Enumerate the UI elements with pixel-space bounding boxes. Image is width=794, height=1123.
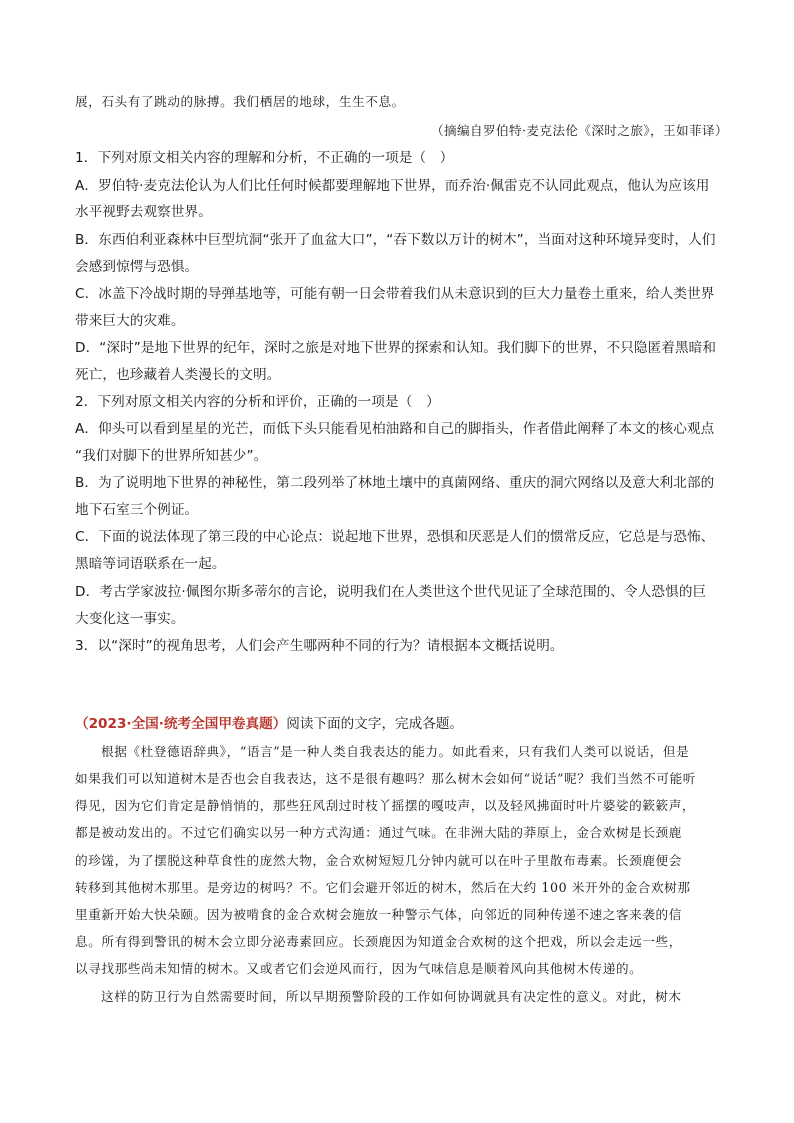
passage-line: 转移到其他树木那里。是旁边的树吗？不。它们会避开邻近的树木，然后在大约 100 米开外的金合欢树那 bbox=[75, 880, 691, 895]
q2-option-d-line1: D．考古学家波拉·佩图尔斯多蒂尔的言论，说明我们在人类世这个世代见证了全球范围的、令人恐惧的巨 bbox=[75, 584, 707, 600]
section-heading bbox=[75, 714, 463, 734]
passage-line: 的珍馐，为了摆脱这种草食性的庞然大物，金合欢树短短几分钟内就可以在叶子里散布毒素。长颈鹿便会 bbox=[75, 853, 682, 868]
passage-line: 以寻找那些尚未知情的树木。又或者它们会逆风而行，因为气味信息是顺着风向其他树木传递的。 bbox=[75, 961, 643, 976]
passage-tail-line: 展，石头有了跳动的脉搏。我们栖居的地球，生生不息。 bbox=[75, 94, 405, 109]
passage-line: 都是被动发出的。不过它们确实以另一种方式沟通：通过气味。在非洲大陆的莽原上，金合欢树是长颈鹿 bbox=[75, 825, 682, 840]
q2-option-a-line2: “我们对脚下的世界所知甚少”。 bbox=[75, 448, 268, 464]
q2-option-c-line2: 黑暗等词语联系在一起。 bbox=[75, 556, 226, 572]
q1-option-c-line1: C．冰盖下冷战时期的导弹基地等，可能有朝一日会带着我们从未意识到的巨大力量卷土重来，给人类世界 bbox=[75, 286, 715, 302]
q1-option-b-line2: 会感到惊愕与恐惧。 bbox=[75, 259, 199, 275]
question-2-stem: 2．下列对原文相关内容的分析和评价，正确的一项是（ ） bbox=[75, 394, 440, 410]
section-instruction: 阅读下面的文字，完成各题。 bbox=[286, 716, 464, 732]
q2-option-a-line1: A．仰头可以看到星星的光芒，而低下头只能看见柏油路和自己的脚指头，作者借此阐释了本文的核心观点 bbox=[75, 421, 715, 437]
q2-option-d-line2: 大变化这一事实。 bbox=[75, 611, 185, 627]
q1-option-c-line2: 带来巨大的灾难。 bbox=[75, 313, 185, 329]
passage-line: 根据《杜登德语辞典》，“语言”是一种人类自我表达的能力。如此看来，只有我们人类可以说话，但是 bbox=[101, 744, 690, 759]
q2-option-b-line1: B．为了说明地下世界的神秘性，第二段列举了林地土壤中的真菌网络、重庆的洞穴网络以及意大利北部的 bbox=[75, 475, 715, 491]
passage-line: 得见，因为它们肯定是静悄悄的，那些狂风刮过时枝丫摇摆的嘎吱声，以及轻风拂面时叶片婆娑的簌簌声， bbox=[75, 798, 696, 813]
q1-option-d-line2: 死亡，也珍藏着人类漫长的文明。 bbox=[75, 367, 281, 383]
q2-option-c-line1: C．下面的说法体现了第三段的中心论点：说起地下世界，恐惧和厌恶是人们的惯常反应，它总是与恐怖、 bbox=[75, 529, 715, 545]
passage-line: 这样的防卫行为自然需要时间，所以早期预警阶段的工作如何协调就具有决定性的意义。对此，树木 bbox=[101, 989, 682, 1004]
passage-line: 里重新开始大快朵颐。因为被啃食的金合欢树会施放一种警示气体，向邻近的同种传递不速之客来袭的信 bbox=[75, 907, 682, 922]
passage-line: 息。所有得到警讯的树木会立即分泌毒素回应。长颈鹿因为知道金合欢树的这个把戏，所以会走远一些， bbox=[75, 934, 682, 949]
q1-option-a-line1: A．罗伯特·麦克法伦认为人们比任何时候都要理解地下世界，而乔治·佩雷克不认同此观点，他认为应该用 bbox=[75, 178, 710, 194]
source-citation: （摘编自罗伯特·麦克法伦《深时之旅》，王如菲译） bbox=[431, 123, 728, 138]
q1-option-d-line1: D．“深时”是地下世界的纪年，深时之旅是对地下世界的探索和认知。我们脚下的世界，不只隐匿着黑暗和 bbox=[75, 340, 717, 356]
question-1-stem: 1．下列对原文相关内容的理解和分析，不正确的一项是（ ） bbox=[75, 150, 454, 166]
question-3-stem: 3．以“深时”的视角思考，人们会产生哪两种不同的行为？请根据本文概括说明。 bbox=[75, 638, 564, 654]
q2-option-b-line2: 地下石室三个例证。 bbox=[75, 502, 199, 518]
q1-option-a-line2: 水平视野去观察世界。 bbox=[75, 204, 212, 220]
q1-option-b-line1: B．东西伯利亚森林中巨型坑洞“张开了血盆大口”，“吞下数以万计的树木”，当面对这种环境异变时，人们 bbox=[75, 232, 716, 248]
passage-line: 如果我们可以知道树木是否也会自我表达，这不是很有趣吗？那么树木会如何“说话”呢？我们当然不可能听 bbox=[75, 771, 696, 786]
exam-source-tag: （2023·全国·统考全国甲卷真题） bbox=[75, 716, 287, 732]
